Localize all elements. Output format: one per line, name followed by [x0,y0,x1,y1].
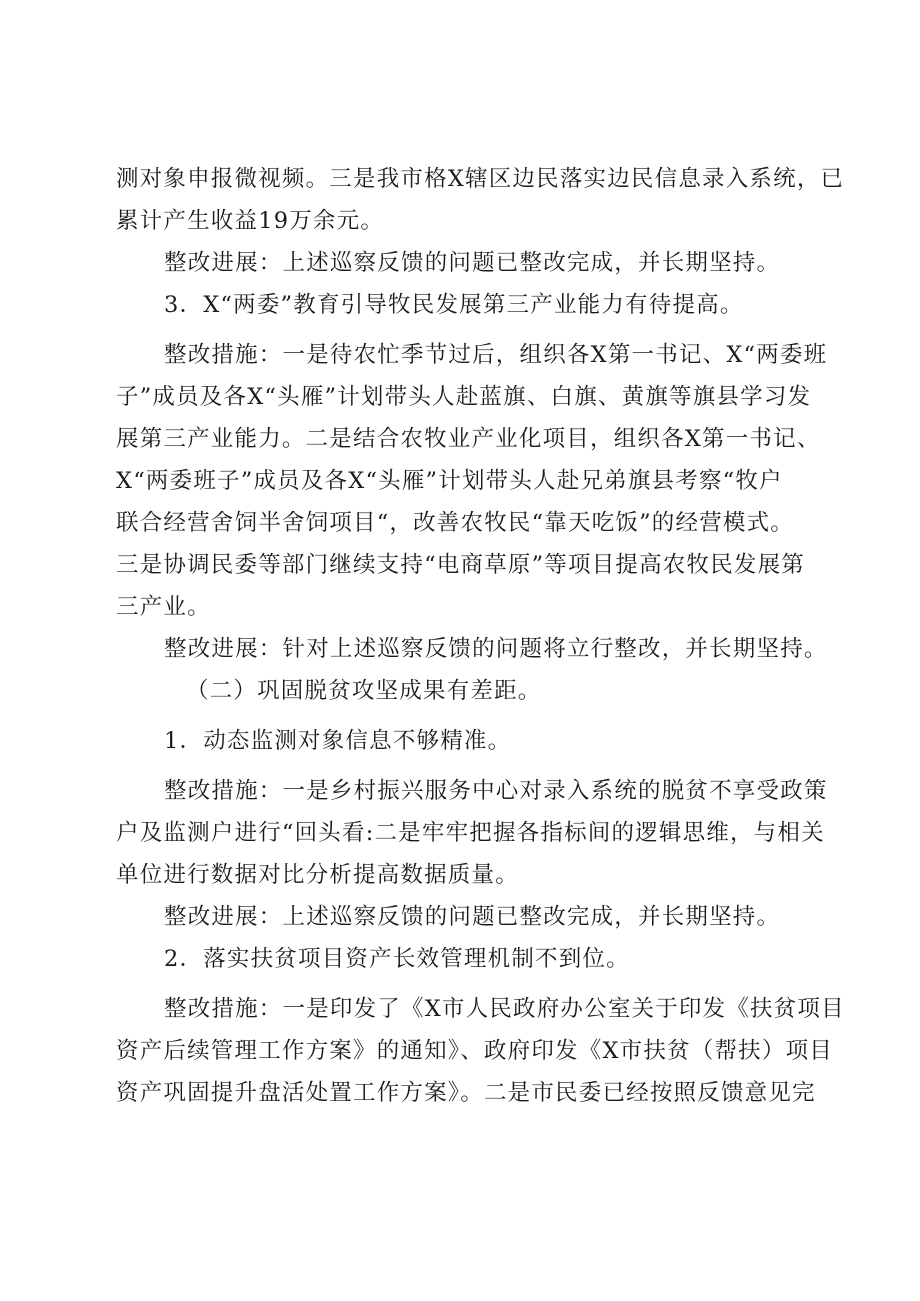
text-line: 户及监测户进行“回头看:二是牢牢把握各指标间的逻辑思维，与相关 [116,820,825,846]
document-body [116,158,845,1114]
text-line: 整改措施：一是印发了《X市人民政府办公室关于印发《扶贫项目 [164,996,845,1022]
text-line: 3．X“两委”教育引导牧民发展第三产业能力有待提高。 [164,292,744,318]
text-line: 资产后续管理工作方案》的通知》、政府印发《X市扶贫（帮扶）项目 [116,1038,833,1064]
paragraph-progress-1 [116,242,821,284]
text-line: 1．动态监测对象信息不够精准。 [164,728,512,754]
paragraph-measures-assets [116,988,845,1114]
text-line: （二）巩固脱贫攻坚成果有差距。 [186,678,542,704]
text-line: 联合经营舍饲半舍饲项目“，改善农牧民“靠天吃饭”的经营模式。 [116,510,795,536]
text-line: 三是协调民委等部门继续支持“电商草原”等项目提高农牧民发展第 [116,552,806,578]
text-line: 累计产生收益19万余元。 [116,208,385,234]
heading-item-1 [116,720,821,762]
text-line: 2．落实扶贫项目资产长效管理机制不到位。 [164,946,630,972]
text-line: 单位进行数据对比分析提高数据质量。 [116,862,519,888]
paragraph-progress-3 [116,628,828,670]
text-line: 整改措施：一是待农忙季节过后，组织各X第一书记、X“两委班 [164,342,828,368]
text-line: 整改进展：针对上述巡察反馈的问题将立行整改，并长期坚持。 [164,636,828,662]
paragraph-rural-measures-continued [116,158,845,242]
heading-item-2 [116,938,821,980]
text-line: 测对象申报微视频。三是我市格X辖区边民落实边民信息录入系统，已 [116,166,845,192]
text-line: 展第三产业能力。二是结合农牧业产业化项目，组织各X第一书记、 [116,426,821,452]
heading-item-3 [116,284,821,326]
paragraph-progress-monitoring [116,896,821,938]
paragraph-measures-monitoring [116,770,828,896]
text-line: 整改进展：上述巡察反馈的问题已整改完成，并长期坚持。 [164,904,781,930]
text-line: 整改进展：上述巡察反馈的问题已整改完成，并长期坚持。 [164,250,781,276]
paragraph-measures-3 [116,334,828,628]
text-line: X“两委班子”成员及各X“头雁”计划带头人赴兄弟旗县考察“牧户 [116,468,783,494]
text-line: 整改措施：一是乡村振兴服务中心对录入系统的脱贫不享受政策 [164,778,828,804]
text-line: 三产业。 [116,594,211,620]
text-line: 资产巩固提升盘活处置工作方案》。二是市民委已经按照反馈意见完 [116,1080,816,1106]
text-line: 子”成员及各X“头雁”计划带头人赴蓝旗、白旗、黄旗等旗县学习发 [116,384,812,410]
section-heading-2 [116,670,821,712]
